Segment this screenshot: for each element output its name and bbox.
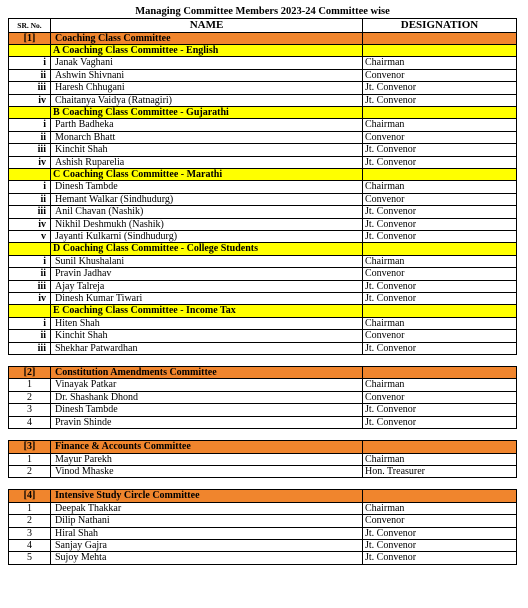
member-designation: Convenor (363, 330, 517, 342)
subsection-blank (363, 106, 517, 118)
member-name: Sujoy Mehta (51, 552, 363, 564)
member-row (9, 218, 517, 230)
section-header-blank (363, 490, 517, 502)
spacer-cell (363, 429, 517, 441)
member-sr: ii (9, 330, 51, 342)
member-row (9, 193, 517, 205)
member-name: Chaitanya Vaidya (Ratnagiri) (51, 94, 363, 106)
subsection-blank (9, 106, 51, 118)
member-row (9, 552, 517, 564)
header-designation: DESIGNATION (363, 18, 517, 32)
member-name: Dinesh Tambde (51, 404, 363, 416)
member-sr: 4 (9, 416, 51, 428)
member-designation: Jt. Convenor (363, 144, 517, 156)
member-row (9, 330, 517, 342)
member-designation: Convenor (363, 268, 517, 280)
subsection-header (9, 168, 517, 180)
spacer-cell (363, 478, 517, 490)
member-row (9, 69, 517, 81)
section-header (9, 441, 517, 453)
member-row (9, 280, 517, 292)
subsection-header (9, 243, 517, 255)
member-name: Dilip Nathani (51, 515, 363, 527)
member-sr: iii (9, 206, 51, 218)
section-title: Finance & Accounts Committee (51, 441, 363, 453)
member-sr: 2 (9, 391, 51, 403)
member-row (9, 416, 517, 428)
member-sr: iv (9, 156, 51, 168)
member-sr: iv (9, 218, 51, 230)
member-name: Deepak Thakkar (51, 502, 363, 514)
member-row (9, 465, 517, 477)
section-title: Constitution Amendments Committee (51, 367, 363, 379)
member-row (9, 231, 517, 243)
subsection-header (9, 44, 517, 56)
member-sr: ii (9, 268, 51, 280)
member-row (9, 181, 517, 193)
section-number: [2] (9, 367, 51, 379)
member-name: Pravin Shinde (51, 416, 363, 428)
subsection-header (9, 305, 517, 317)
header-row (9, 18, 517, 32)
member-name: Ashish Ruparelia (51, 156, 363, 168)
member-name: Hemant Walkar (Sindhudurg) (51, 193, 363, 205)
member-sr: iii (9, 144, 51, 156)
member-sr: 3 (9, 404, 51, 416)
member-name: Sanjay Gajra (51, 539, 363, 551)
member-designation: Jt. Convenor (363, 82, 517, 94)
member-sr: iii (9, 280, 51, 292)
member-sr: iv (9, 293, 51, 305)
member-sr: 5 (9, 552, 51, 564)
spacer-cell (9, 355, 51, 367)
member-row (9, 206, 517, 218)
member-sr: i (9, 255, 51, 267)
member-row (9, 539, 517, 551)
member-sr: ii (9, 131, 51, 143)
member-name: Haresh Chhugani (51, 82, 363, 94)
member-designation: Chairman (363, 255, 517, 267)
member-row (9, 379, 517, 391)
member-row (9, 255, 517, 267)
member-designation: Chairman (363, 181, 517, 193)
member-designation: Jt. Convenor (363, 342, 517, 354)
member-name: Hiten Shah (51, 317, 363, 329)
section-header (9, 367, 517, 379)
member-name: Vinayak Patkar (51, 379, 363, 391)
subsection-blank (9, 243, 51, 255)
section-header (9, 490, 517, 502)
member-name: Janak Vaghani (51, 57, 363, 69)
section-number: [3] (9, 441, 51, 453)
spacer-cell (51, 478, 363, 490)
page-title: Managing Committee Members 2023-24 Committee wise (135, 6, 390, 18)
subsection-blank (363, 243, 517, 255)
member-sr: iii (9, 342, 51, 354)
member-sr: i (9, 317, 51, 329)
member-name: Jayanti Kulkarni (Sindhudurg) (51, 231, 363, 243)
member-designation: Jt. Convenor (363, 156, 517, 168)
member-name: Mayur Parekh (51, 453, 363, 465)
member-name: Dinesh Kumar Tiwari (51, 293, 363, 305)
member-designation: Chairman (363, 502, 517, 514)
spacer-cell (9, 429, 51, 441)
section-spacer (9, 429, 517, 441)
member-designation: Jt. Convenor (363, 231, 517, 243)
member-name: Vinod Mhaske (51, 465, 363, 477)
member-sr: ii (9, 193, 51, 205)
member-sr: iv (9, 94, 51, 106)
member-designation: Jt. Convenor (363, 539, 517, 551)
subsection-title: E Coaching Class Committee - Income Tax (51, 305, 363, 317)
member-sr: v (9, 231, 51, 243)
member-row (9, 453, 517, 465)
member-row (9, 57, 517, 69)
member-designation: Chairman (363, 379, 517, 391)
member-row (9, 82, 517, 94)
section-header-blank (363, 32, 517, 44)
member-designation: Jt. Convenor (363, 94, 517, 106)
member-designation: Convenor (363, 131, 517, 143)
member-designation: Convenor (363, 515, 517, 527)
section-title: Intensive Study Circle Committee (51, 490, 363, 502)
subsection-title: A Coaching Class Committee - English (51, 44, 363, 56)
member-row (9, 293, 517, 305)
member-sr: i (9, 181, 51, 193)
member-designation: Jt. Convenor (363, 552, 517, 564)
spacer-cell (51, 355, 363, 367)
member-sr: 2 (9, 515, 51, 527)
member-row (9, 119, 517, 131)
section-spacer (9, 355, 517, 367)
member-name: Dr. Shashank Dhond (51, 391, 363, 403)
member-row (9, 404, 517, 416)
section-spacer (9, 478, 517, 490)
member-sr: ii (9, 69, 51, 81)
member-designation: Jt. Convenor (363, 293, 517, 305)
member-row (9, 156, 517, 168)
spacer-cell (9, 478, 51, 490)
member-designation: Chairman (363, 119, 517, 131)
member-designation: Jt. Convenor (363, 404, 517, 416)
member-name: Monarch Bhatt (51, 131, 363, 143)
member-designation: Chairman (363, 317, 517, 329)
section-number: [1] (9, 32, 51, 44)
header-name: NAME (51, 18, 363, 32)
member-row (9, 317, 517, 329)
member-sr: iii (9, 82, 51, 94)
member-name: Kinchit Shah (51, 144, 363, 156)
member-name: Hiral Shah (51, 527, 363, 539)
subsection-blank (9, 168, 51, 180)
member-sr: i (9, 119, 51, 131)
member-designation: Jt. Convenor (363, 416, 517, 428)
subsection-title: B Coaching Class Committee - Gujarathi (51, 106, 363, 118)
member-designation: Chairman (363, 57, 517, 69)
header-sr-no: SR. No. (9, 18, 51, 32)
member-sr: 1 (9, 379, 51, 391)
member-name: Nikhil Deshmukh (Nashik) (51, 218, 363, 230)
member-row (9, 131, 517, 143)
member-designation: Jt. Convenor (363, 280, 517, 292)
member-name: Ajay Talreja (51, 280, 363, 292)
member-row (9, 527, 517, 539)
member-designation: Chairman (363, 453, 517, 465)
member-designation: Jt. Convenor (363, 527, 517, 539)
member-sr: 2 (9, 465, 51, 477)
committee-sheet (8, 6, 516, 565)
subsection-header (9, 106, 517, 118)
member-row (9, 342, 517, 354)
subsection-blank (9, 305, 51, 317)
section-header-blank (363, 367, 517, 379)
section-header (9, 32, 517, 44)
member-sr: 4 (9, 539, 51, 551)
member-row (9, 94, 517, 106)
member-row (9, 268, 517, 280)
member-row (9, 515, 517, 527)
member-designation: Hon. Treasurer (363, 465, 517, 477)
member-designation: Jt. Convenor (363, 206, 517, 218)
member-designation: Convenor (363, 391, 517, 403)
subsection-title: C Coaching Class Committee - Marathi (51, 168, 363, 180)
member-designation: Convenor (363, 69, 517, 81)
subsection-blank (9, 44, 51, 56)
member-row (9, 391, 517, 403)
member-name: Kinchit Shah (51, 330, 363, 342)
member-row (9, 144, 517, 156)
member-sr: i (9, 57, 51, 69)
section-title: Coaching Class Committee (51, 32, 363, 44)
member-name: Shekhar Patwardhan (51, 342, 363, 354)
member-name: Dinesh Tambde (51, 181, 363, 193)
member-name: Parth Badheka (51, 119, 363, 131)
subsection-blank (363, 305, 517, 317)
member-row (9, 502, 517, 514)
title-row (9, 6, 517, 18)
member-sr: 3 (9, 527, 51, 539)
spacer-cell (363, 355, 517, 367)
section-number: [4] (9, 490, 51, 502)
subsection-blank (363, 168, 517, 180)
member-name: Sunil Khushalani (51, 255, 363, 267)
spacer-cell (51, 429, 363, 441)
member-name: Ashwin Shivnani (51, 69, 363, 81)
member-name: Anil Chavan (Nashik) (51, 206, 363, 218)
member-sr: 1 (9, 502, 51, 514)
member-name: Pravin Jadhav (51, 268, 363, 280)
member-designation: Convenor (363, 193, 517, 205)
section-header-blank (363, 441, 517, 453)
member-designation: Jt. Convenor (363, 218, 517, 230)
subsection-blank (363, 44, 517, 56)
subsection-title: D Coaching Class Committee - College Students (51, 243, 363, 255)
committee-table (8, 6, 517, 565)
member-sr: 1 (9, 453, 51, 465)
